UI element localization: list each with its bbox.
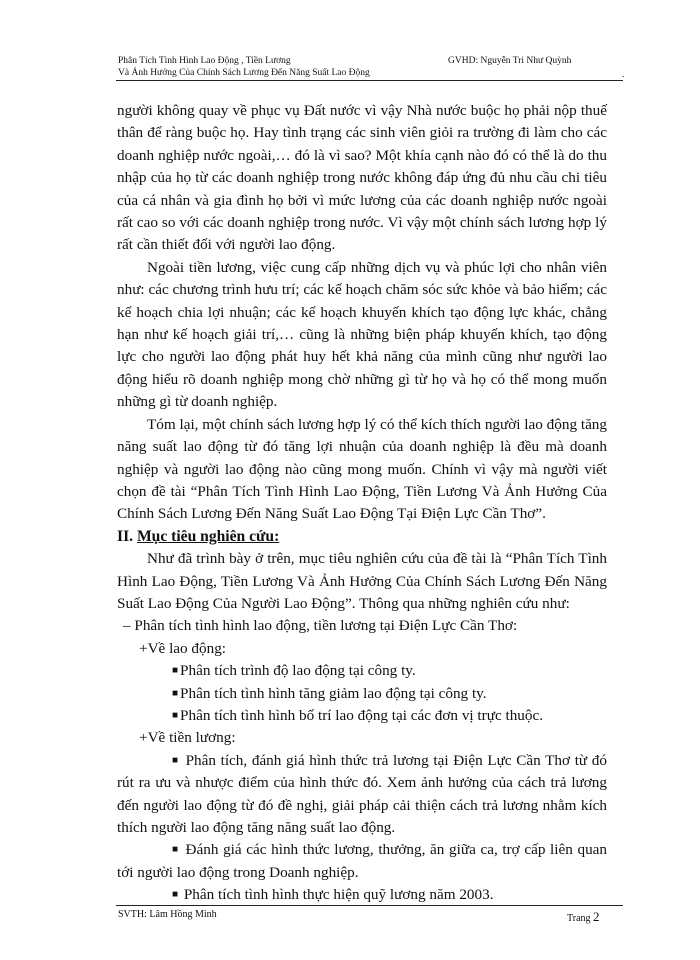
footer-page bbox=[567, 909, 600, 925]
square-item-6-text: Phân tích tình hình thực hiện quỹ lương năm 2003. bbox=[183, 886, 494, 904]
paragraph-3: Tóm lại, một chính sách lương hợp lý có thể kích thích người lao động tăng năng suất lao động từ đó tăng lợi nhuận của doanh nghiệp là đều mà doanh nghiệp và người lao động nào cũng mong muốn. Chính vì vậy mà người viết chọn đề tài “Phân Tích Tình Hình Lao Động, Tiền Lương Và Ảnh Hưởng Của Chính Sách Lương Đến Năng Suất Lao Động Tại Điện Lực Cần Thơ”. bbox=[117, 415, 607, 523]
dash-list-item bbox=[117, 615, 607, 637]
square-item-4 bbox=[117, 750, 607, 840]
square-item-2 bbox=[117, 683, 607, 705]
plus-item-2-text: Về tiền lương: bbox=[147, 729, 236, 747]
square-item-5 bbox=[117, 839, 607, 884]
square-bullet: ■ bbox=[172, 687, 179, 699]
plus-bullet: + bbox=[139, 639, 148, 657]
square-item-1 bbox=[117, 660, 607, 682]
square-item-1-text: Phân tích trình độ lao động tại công ty. bbox=[180, 662, 416, 680]
header-dot: . bbox=[622, 70, 625, 80]
footer-author: SVTH: Lâm Hồng Minh bbox=[118, 909, 217, 920]
dash-item-text: Phân tích tình hình lao động, tiền lương tại Điện Lực Cần Thơ: bbox=[134, 617, 518, 635]
section-title: Mục tiêu nghiên cứu: bbox=[136, 527, 280, 545]
footer-rule bbox=[116, 905, 623, 906]
footer-page-number: 2 bbox=[593, 909, 600, 924]
square-bullet: ■ bbox=[172, 709, 179, 721]
dash-bullet: – bbox=[123, 617, 131, 635]
page-body bbox=[117, 100, 607, 907]
section-heading bbox=[117, 526, 607, 548]
plus-item-1-text: Về lao động: bbox=[147, 639, 227, 657]
header-advisor: GVHD: Nguyễn Tri Như Quỳnh bbox=[448, 56, 572, 66]
header-rule bbox=[116, 80, 623, 81]
square-item-4-text: Phân tích, đánh giá hình thức trả lương tại Điện Lực Cần Thơ từ đó rút ra ưu và nhược điểm của hình thức đó. Xem ảnh hưởng của cách trả lương đến người lao động từ đó đề nghị, giải pháp cải thiện cách trả lương nhằm kích thích người lao động tăng năng suất lao động. bbox=[117, 751, 607, 836]
plus-item-2 bbox=[117, 727, 607, 749]
square-item-6 bbox=[117, 884, 607, 906]
square-bullet: ■ bbox=[172, 665, 179, 677]
paragraph-4: Như đã trình bày ở trên, mục tiêu nghiên cứu của đề tài là “Phân Tích Tình Hình Lao Động, Tiền Lương Và Ảnh Hưởng Của Chính Sách Lương Đến Năng Suất Lao Động Của Người Lao Động”. Thông qua những nghiên cứu như: bbox=[117, 550, 607, 612]
square-item-5-text: Đánh giá các hình thức lương, thưởng, ăn giữa ca, trợ cấp liên quan tới người lao động trong Doanh nghiệp. bbox=[117, 841, 607, 881]
header-title-line2: Và Ảnh Hưởng Của Chính Sách Lương Đến Năng Suất Lao Động bbox=[118, 68, 370, 78]
square-bullet: ■ bbox=[172, 889, 179, 901]
header-title-line1: Phân Tích Tình Hình Lao Động , Tiền Lương bbox=[118, 56, 291, 66]
plus-item-1 bbox=[117, 638, 607, 660]
square-item-3 bbox=[117, 705, 607, 727]
footer-page-label: Trang bbox=[567, 913, 594, 924]
section-number: II. bbox=[117, 527, 137, 545]
square-item-2-text: Phân tích tình hình tăng giảm lao động tại công ty. bbox=[180, 684, 487, 702]
plus-bullet: + bbox=[139, 729, 148, 747]
paragraph-2: Ngoài tiền lương, việc cung cấp những dịch vụ và phúc lợi cho nhân viên như: các chương trình hưu trí; các kế hoạch chăm sóc sức khỏe và bảo hiểm; các kế hoạch chia lợi nhuận; các kế hoạch khuyến khích tạo động lực khác, chẳng hạn như kế hoạch giải trí,… cũng là những biện pháp khuyến khích, tạo động lực cho người lao động phát huy hết khả năng của mình cũng như người lao động hiểu rõ doanh nghiệp mong chờ những gì từ họ và họ có thể mong muốn những gì từ doanh nghiệp. bbox=[117, 258, 607, 411]
square-item-3-text: Phân tích tình hình bố trí lao động tại các đơn vị trực thuộc. bbox=[180, 706, 544, 724]
square-bullet: ■ bbox=[172, 844, 179, 856]
square-bullet: ■ bbox=[172, 754, 179, 766]
paragraph-1: người không quay về phục vụ Đất nước vì vậy Nhà nước buộc họ phải nộp thuế thân để ràng buộc họ. Hay tình trạng các sinh viên giỏi ra trường đi làm cho các doanh nghiệp nước ngoài,… đó là vì sao? Một khía cạnh nào đó có thể là do thu nhập của họ từ các doanh nghiệp trong nước không đáp ứng đủ nhu cầu chi tiêu của cá nhân và gia đình họ bởi vì mức lương của các doanh nghiệp nước ngoài rất cao so với các doanh nghiệp trong nước. Vì vậy một chính sách lương hợp lý rất cần thiết đối với người lao động. bbox=[117, 102, 607, 254]
